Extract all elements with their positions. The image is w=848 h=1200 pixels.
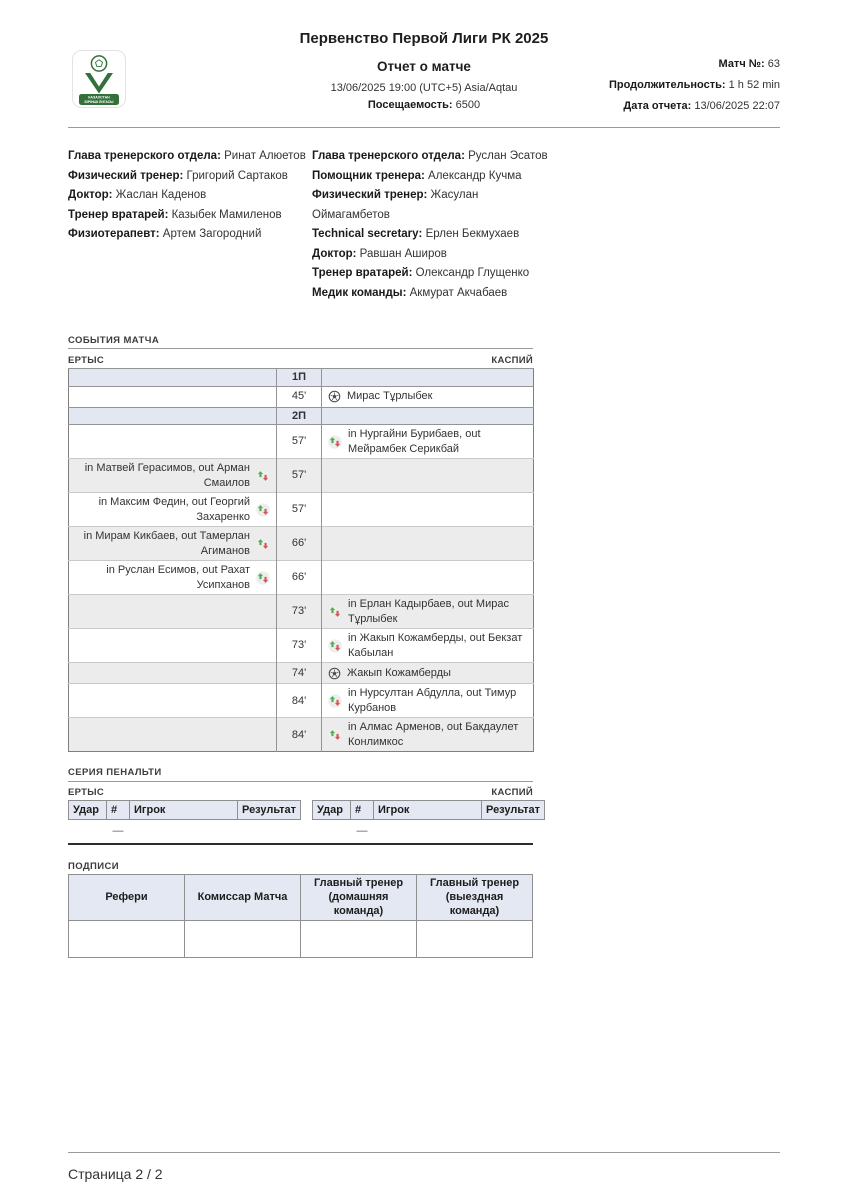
staff-role-label: Доктор: bbox=[312, 247, 357, 260]
staff-role-label: Медик команды: bbox=[312, 286, 407, 299]
period-empty-away bbox=[322, 369, 534, 387]
goal-icon bbox=[328, 390, 341, 403]
staff-role-label: Физиотерапевт: bbox=[68, 228, 160, 240]
staff-role-label: Тренер вратарей: bbox=[312, 267, 413, 279]
event-cell-away bbox=[322, 718, 534, 752]
event-text: Жакып Кожамберды bbox=[347, 666, 451, 679]
penalty-home-column-header: Результат bbox=[238, 801, 301, 820]
event-content bbox=[328, 389, 527, 405]
event-cell-away bbox=[322, 459, 534, 493]
report-title: Первенство Первой Лиги РК 2025 bbox=[299, 30, 549, 47]
event-time: 84' bbox=[277, 718, 322, 752]
signatures-divider bbox=[68, 843, 533, 845]
staff-role-label: Помощник тренера: bbox=[312, 169, 425, 182]
substitution-icon bbox=[328, 639, 342, 653]
substitution-icon bbox=[328, 694, 342, 708]
referee-signature-cell bbox=[69, 921, 185, 958]
logo-text-line1: КАЗАХСТАН bbox=[88, 95, 110, 100]
penalty-home-column-header: Удар bbox=[69, 801, 107, 820]
match-number-value: 63 bbox=[767, 58, 780, 70]
event-row bbox=[69, 561, 534, 595]
event-time: 66' bbox=[277, 561, 322, 595]
commissioner-signature-cell bbox=[185, 921, 301, 958]
event-row bbox=[69, 527, 534, 561]
event-cell-home bbox=[69, 718, 277, 752]
staff-person-name: Жасулан Оймагамбетов bbox=[312, 189, 479, 221]
event-text: in Алмас Арменов, out Бакдаулет Конлимкос bbox=[348, 721, 519, 748]
logo-text-line2: БІРІНШІ ЛИГАСЫ bbox=[84, 100, 114, 104]
event-row bbox=[69, 684, 534, 718]
header-divider bbox=[68, 127, 780, 128]
staff-line bbox=[68, 225, 310, 245]
attendance-label: Посещаемость: bbox=[367, 99, 453, 111]
substitution-icon bbox=[328, 435, 342, 449]
staff-person-name: Руслан Эсатов bbox=[464, 150, 548, 162]
event-time: 57' bbox=[277, 459, 322, 493]
report-date-line bbox=[609, 96, 780, 117]
staff-person-name: Казыбек Мамиленов bbox=[168, 208, 282, 221]
staff-role-label: Глава тренерского отдела: bbox=[68, 150, 221, 162]
signature-column-header: Главный тренер (домашняя команда) bbox=[301, 875, 417, 921]
event-time: 73' bbox=[277, 595, 322, 629]
event-cell-away bbox=[322, 629, 534, 663]
event-cell-home bbox=[69, 493, 277, 527]
home-coach-signature-cell bbox=[301, 921, 417, 958]
goal-icon bbox=[328, 667, 341, 680]
event-row bbox=[69, 493, 534, 527]
staff-role-label: Доктор: bbox=[68, 189, 113, 201]
event-content bbox=[75, 563, 270, 592]
substitution-icon bbox=[328, 728, 342, 742]
staff-person-name: Жаслан Каденов bbox=[112, 189, 207, 201]
event-time: 73' bbox=[277, 629, 322, 663]
signatures-table bbox=[68, 874, 533, 958]
event-text: in Нургайни Бурибаев, out Мейрамбек Серикбай bbox=[348, 428, 481, 455]
event-content bbox=[328, 597, 527, 626]
attendance-value: 6500 bbox=[455, 99, 481, 111]
event-text: in Руслан Есимов, out Рахат Усипханов bbox=[106, 564, 250, 591]
footer-divider bbox=[68, 1152, 780, 1153]
event-cell-away bbox=[322, 527, 534, 561]
event-row bbox=[69, 663, 534, 684]
penalties-title-divider bbox=[68, 781, 533, 782]
away-coach-signature-cell bbox=[417, 921, 533, 958]
staff-line bbox=[312, 284, 554, 304]
event-text: in Мирам Кикбаев, out Тамерлан Агиманов bbox=[83, 530, 250, 557]
event-content bbox=[328, 427, 527, 456]
match-meta bbox=[609, 54, 780, 117]
substitution-icon bbox=[256, 469, 270, 483]
staff-line bbox=[312, 167, 554, 187]
away-staff-list bbox=[312, 147, 554, 303]
signature-column-header: Рефери bbox=[69, 875, 185, 921]
event-cell-away bbox=[322, 493, 534, 527]
period-empty-home bbox=[69, 407, 277, 425]
penalty-table-away bbox=[312, 800, 545, 820]
penalties-section-title: СЕРИЯ ПЕНАЛЬТИ bbox=[68, 767, 162, 778]
page-number: Страница 2 / 2 bbox=[68, 1166, 163, 1182]
period-empty-home bbox=[69, 369, 277, 387]
event-cell-home bbox=[69, 425, 277, 459]
staff-person-name: Григорий Сартаков bbox=[183, 169, 288, 182]
period-row bbox=[69, 369, 534, 387]
event-text: in Нурсултан Абдулла, out Тимур Курбанов bbox=[348, 687, 517, 714]
event-cell-away bbox=[322, 561, 534, 595]
staff-role-label: Technical secretary: bbox=[312, 228, 423, 240]
period-empty-away bbox=[322, 407, 534, 425]
duration-value: 1 h 52 min bbox=[728, 79, 780, 91]
event-cell-home bbox=[69, 629, 277, 663]
event-row bbox=[69, 386, 534, 407]
event-content bbox=[328, 631, 527, 660]
penalty-away-column-header: Удар bbox=[313, 801, 351, 820]
signatures-empty-row bbox=[69, 921, 533, 958]
event-content bbox=[75, 461, 270, 490]
event-row bbox=[69, 718, 534, 752]
event-row bbox=[69, 459, 534, 493]
event-content bbox=[328, 686, 527, 715]
event-time: 45' bbox=[277, 386, 322, 407]
signature-column-header: Главный тренер (выездная команда) bbox=[417, 875, 533, 921]
period-row bbox=[69, 407, 534, 425]
substitution-icon bbox=[256, 571, 270, 585]
event-cell-home bbox=[69, 595, 277, 629]
duration-label: Продолжительность: bbox=[608, 79, 726, 91]
event-time: 66' bbox=[277, 527, 322, 561]
event-content bbox=[328, 720, 527, 749]
event-text: in Ерлан Кадырбаев, out Мирас Тұрлыбек bbox=[348, 598, 509, 625]
event-cell-home bbox=[69, 386, 277, 407]
penalties-home-team-label: ЕРТЫС bbox=[68, 787, 105, 798]
penalties-away-team-label: КАСПИЙ bbox=[491, 787, 533, 798]
staff-person-name: Александр Кучма bbox=[424, 169, 522, 182]
event-text: in Матвей Герасимов, out Арман Смаилов bbox=[84, 462, 250, 489]
report-subtitle: Отчет о матче bbox=[377, 59, 471, 74]
event-cell-home bbox=[69, 459, 277, 493]
event-cell-home bbox=[69, 561, 277, 595]
staff-line bbox=[312, 264, 554, 284]
event-cell-away bbox=[322, 386, 534, 407]
substitution-icon bbox=[256, 503, 270, 517]
substitution-icon bbox=[256, 537, 270, 551]
penalty-home-column-header: Игрок bbox=[130, 801, 238, 820]
event-row bbox=[69, 629, 534, 663]
duration-line bbox=[609, 75, 780, 96]
staff-line bbox=[68, 167, 310, 187]
report-date-label: Дата отчета: bbox=[623, 100, 692, 112]
events-home-team-label: ЕРТЫС bbox=[68, 355, 105, 366]
event-time: 1П bbox=[277, 369, 322, 387]
event-cell-away bbox=[322, 595, 534, 629]
home-staff-list bbox=[68, 147, 310, 245]
event-time: 74' bbox=[277, 663, 322, 684]
staff-line bbox=[68, 206, 310, 226]
penalty-away-column-header: Игрок bbox=[374, 801, 482, 820]
event-row bbox=[69, 595, 534, 629]
staff-role-label: Глава тренерского отдела: bbox=[312, 150, 465, 162]
staff-person-name: Равшан Аширов bbox=[356, 247, 447, 260]
signature-column-header: Комиссар Матча bbox=[185, 875, 301, 921]
staff-person-name: Олександр Глущенко bbox=[412, 267, 530, 279]
events-title-divider bbox=[68, 348, 533, 349]
staff-line bbox=[312, 186, 554, 225]
staff-person-name: Акмурат Акчабаев bbox=[406, 286, 508, 299]
event-cell-away bbox=[322, 425, 534, 459]
staff-person-name: Ринат Алюетов bbox=[220, 150, 306, 162]
event-time: 84' bbox=[277, 684, 322, 718]
events-section-title: СОБЫТИЯ МАТЧА bbox=[68, 335, 160, 346]
event-text: in Максим Федин, out Георгий Захаренко bbox=[98, 496, 250, 523]
event-row bbox=[69, 425, 534, 459]
match-datetime: 13/06/2025 19:00 (UTC+5) Asia/Aqtau bbox=[330, 82, 518, 94]
event-content bbox=[75, 529, 270, 558]
event-time: 2П bbox=[277, 407, 322, 425]
staff-line bbox=[312, 225, 554, 245]
event-text: in Жакып Кожамберды, out Бекзат Кабылан bbox=[348, 632, 523, 659]
staff-role-label: Физический тренер: bbox=[68, 169, 184, 182]
staff-line bbox=[68, 147, 310, 167]
events-table bbox=[68, 368, 534, 752]
penalty-home-empty-dash: — bbox=[112, 825, 124, 837]
event-cell-away bbox=[322, 663, 534, 684]
penalty-home-column-header: # bbox=[107, 801, 130, 820]
event-cell-home bbox=[69, 663, 277, 684]
event-cell-home bbox=[69, 527, 277, 561]
event-cell-away bbox=[322, 684, 534, 718]
event-content bbox=[75, 495, 270, 524]
penalty-table-home bbox=[68, 800, 301, 820]
staff-person-name: Ерлен Бекмухаев bbox=[422, 228, 520, 240]
staff-line bbox=[312, 245, 554, 265]
report-date-value: 13/06/2025 22:07 bbox=[694, 100, 780, 112]
staff-line bbox=[312, 147, 554, 167]
penalty-away-column-header: # bbox=[351, 801, 374, 820]
penalty-away-empty-dash: — bbox=[356, 825, 368, 837]
staff-role-label: Тренер вратарей: bbox=[68, 208, 169, 221]
event-cell-home bbox=[69, 684, 277, 718]
event-text: Мирас Тұрлыбек bbox=[347, 390, 433, 403]
penalty-away-column-header: Результат bbox=[482, 801, 545, 820]
signatures-section-title: ПОДПИСИ bbox=[68, 861, 120, 872]
match-number-label: Матч №: bbox=[718, 58, 765, 70]
staff-line bbox=[68, 186, 310, 206]
match-number-line bbox=[609, 54, 780, 75]
events-away-team-label: КАСПИЙ bbox=[491, 355, 533, 366]
substitution-icon bbox=[328, 605, 342, 619]
event-time: 57' bbox=[277, 493, 322, 527]
staff-role-label: Физический тренер: bbox=[312, 189, 428, 201]
staff-person-name: Артем Загородний bbox=[159, 228, 262, 240]
event-time: 57' bbox=[277, 425, 322, 459]
event-content bbox=[328, 665, 527, 681]
